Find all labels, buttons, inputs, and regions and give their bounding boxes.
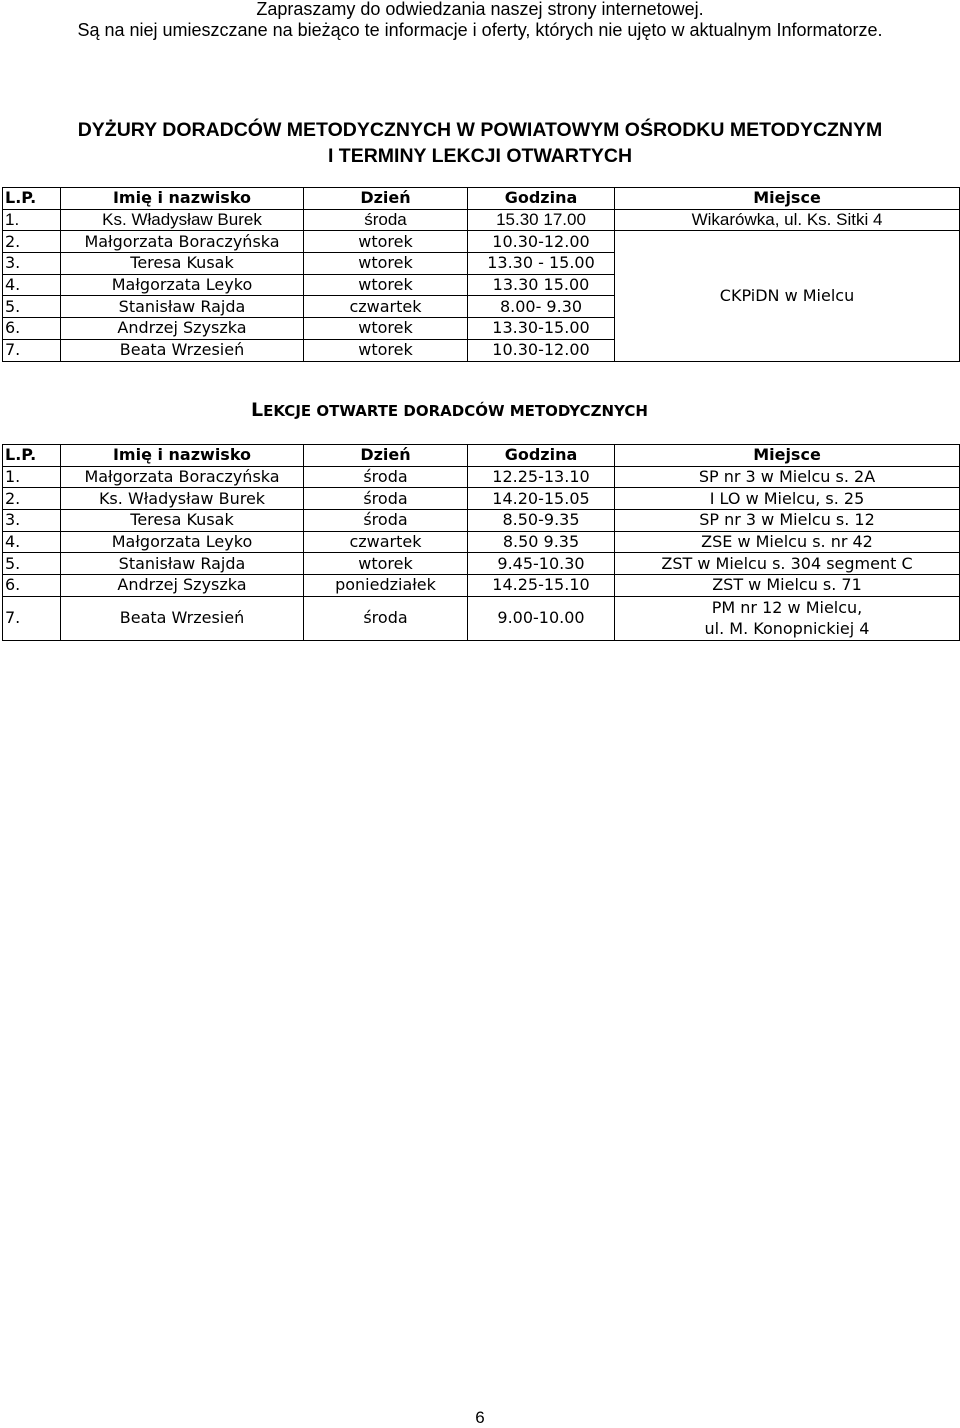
cell-place: ZSE w Mielcu s. nr 42 [615,531,960,553]
table-row [3,575,960,597]
header-time: Godzina [468,445,615,467]
table-row [3,596,960,640]
intro-line-1: Zapraszamy do odwiedzania naszej strony internetowej. [256,0,704,19]
cell-place: ZST w Mielcu s. 71 [615,575,960,597]
cell-time: 9.45-10.30 [468,553,615,575]
table-row [3,488,960,510]
header-day: Dzień [304,188,468,210]
cell-day: wtorek [304,231,468,253]
cell-name: Małgorzata Leyko [61,274,304,296]
cell-time: 12.25-13.10 [468,466,615,488]
cell-time: 13.30 - 15.00 [468,253,615,275]
cell-place-merged: CKPiDN w Mielcu [615,231,960,361]
cell-name: Beata Wrzesień [61,596,304,640]
cell-name: Stanisław Rajda [61,296,304,318]
cell-place-line-1: PM nr 12 w Mielcu, [711,598,863,618]
cell-lp: 5. [3,553,61,575]
cell-time: 15.30 17.00 [468,209,615,231]
cell-name: Stanisław Rajda [61,553,304,575]
table-row [3,209,960,231]
cell-day: wtorek [304,318,468,340]
table-row [3,510,960,532]
cell-name: Ks. Władysław Burek [61,488,304,510]
cell-place [615,596,960,640]
intro-line-2: Są na niej umieszczane na bieżąco te informacje i oferty, których nie ujęto w aktualnym Informatorze. [77,20,883,40]
cell-day: czwartek [304,531,468,553]
cell-time: 10.30-12.00 [468,339,615,361]
cell-lp: 4. [3,274,61,296]
table-row [3,466,960,488]
cell-time: 13.30-15.00 [468,318,615,340]
cell-time: 14.25-15.10 [468,575,615,597]
cell-lp: 1. [3,209,61,231]
cell-lp: 6. [3,575,61,597]
cell-lp: 4. [3,531,61,553]
cell-lp: 7. [3,339,61,361]
cell-day: wtorek [304,274,468,296]
header-name: Imię i nazwisko [61,445,304,467]
header-place: Miejsce [615,188,960,210]
header-day: Dzień [304,445,468,467]
cell-name: Teresa Kusak [61,510,304,532]
table-row [3,553,960,575]
cell-name: Beata Wrzesień [61,339,304,361]
cell-lp: 5. [3,296,61,318]
cell-name: Ks. Władysław Burek [61,209,304,231]
cell-day: środa [304,466,468,488]
cell-day: środa [304,510,468,532]
cell-day: poniedziałek [304,575,468,597]
cell-place: ZST w Mielcu s. 304 segment C [615,553,960,575]
cell-day: wtorek [304,253,468,275]
duty-hours-table [2,187,960,362]
header-lp: L.P. [3,188,61,210]
cell-time: 13.30 15.00 [468,274,615,296]
header-time: Godzina [468,188,615,210]
cell-place: I LO w Mielcu, s. 25 [615,488,960,510]
cell-name: Małgorzata Leyko [61,531,304,553]
header-name: Imię i nazwisko [61,188,304,210]
cell-time: 10.30-12.00 [468,231,615,253]
table-header-row [3,188,960,210]
table-header-row [3,445,960,467]
cell-place-line-2: ul. M. Konopnickiej 4 [704,619,870,639]
cell-name: Małgorzata Boraczyńska [61,231,304,253]
cell-lp: 7. [3,596,61,640]
cell-day: środa [304,209,468,231]
cell-day: wtorek [304,339,468,361]
cell-place: SP nr 3 w Mielcu s. 12 [615,510,960,532]
cell-place: SP nr 3 w Mielcu s. 2A [615,466,960,488]
main-title-line-1: DYŻURY DORADCÓW METODYCZNYCH W POWIATOWYM OŚRODKU METODYCZNYM [77,119,883,141]
cell-name: Teresa Kusak [61,253,304,275]
header-place: Miejsce [615,445,960,467]
cell-day: czwartek [304,296,468,318]
cell-name: Małgorzata Boraczyńska [61,466,304,488]
cell-day: wtorek [304,553,468,575]
header-lp: L.P. [3,445,61,467]
table-row [3,531,960,553]
open-lessons-table [2,444,960,641]
cell-time: 8.50-9.35 [468,510,615,532]
cell-time: 8.50 9.35 [468,531,615,553]
cell-lp: 2. [3,231,61,253]
cell-lp: 3. [3,253,61,275]
cell-time: 9.00-10.00 [468,596,615,640]
main-title-line-2: I TERMINY LEKCJI OTWARTYCH [327,145,633,167]
cell-day: środa [304,596,468,640]
cell-name: Andrzej Szyszka [61,318,304,340]
section-title-rest: EKCJE OTWARTE DORADCÓW METODYCZNYCH [263,402,648,420]
cell-lp: 3. [3,510,61,532]
cell-time: 8.00- 9.30 [468,296,615,318]
section-title-open-lessons [251,400,648,421]
cell-time: 14.20-15.05 [468,488,615,510]
cell-name: Andrzej Szyszka [61,575,304,597]
section-title-initial: L [251,399,264,421]
table-row [3,231,960,253]
cell-day: środa [304,488,468,510]
cell-lp: 6. [3,318,61,340]
page-number: 6 [475,1408,485,1427]
cell-place: Wikarówka, ul. Ks. Sitki 4 [615,209,960,231]
cell-lp: 1. [3,466,61,488]
cell-lp: 2. [3,488,61,510]
